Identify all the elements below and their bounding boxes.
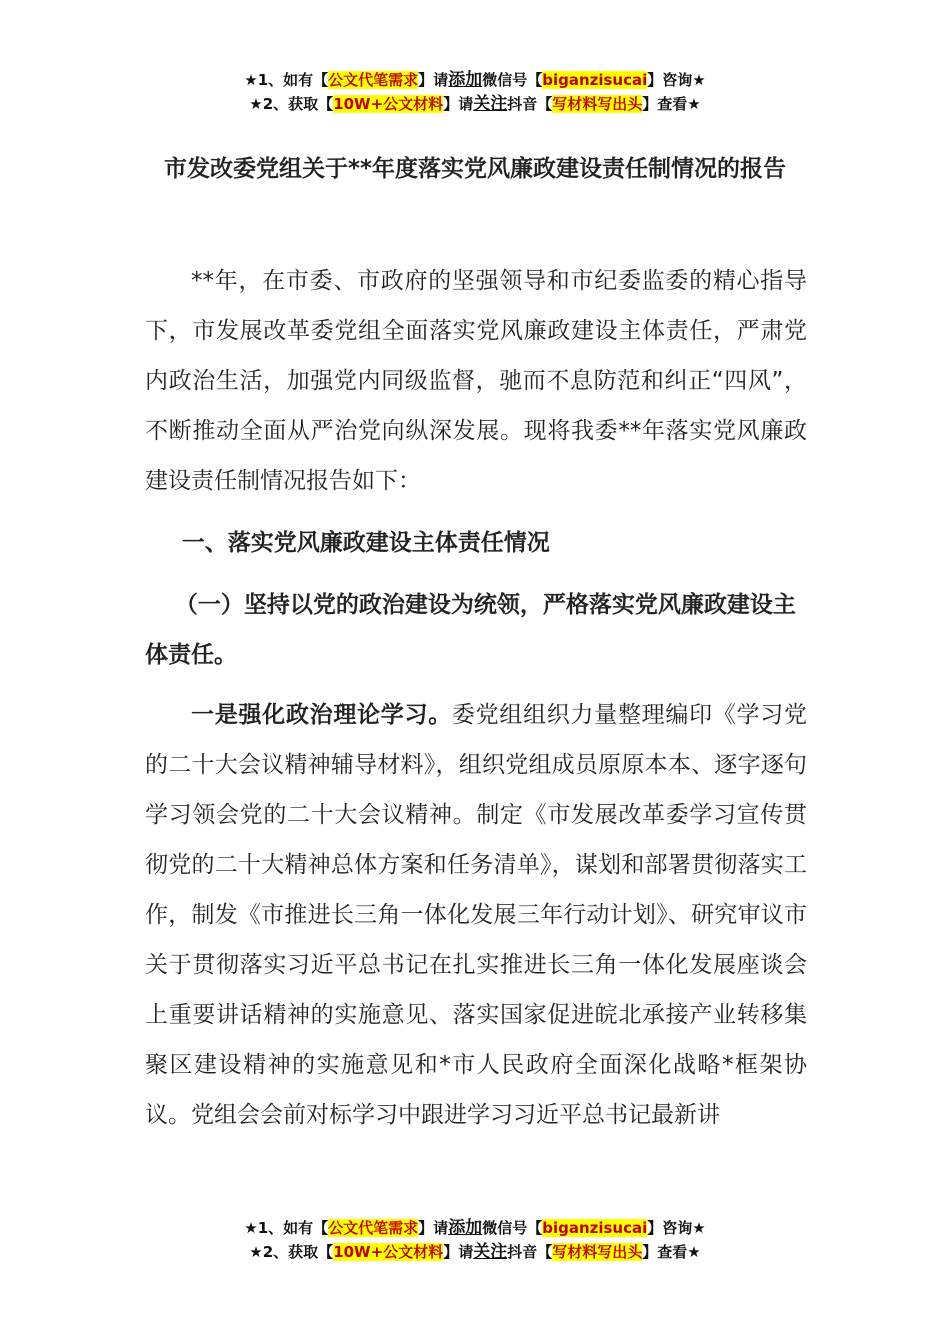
banner-underline: 添加 xyxy=(448,70,483,90)
banner-highlight: 写材料写出头 xyxy=(552,95,643,113)
paragraph-lead: 一是强化政治理论学习。 xyxy=(191,702,452,728)
banner-line-2 xyxy=(0,1240,950,1264)
banner-text: 】请 xyxy=(418,1219,449,1237)
section-heading: 一、落实党风廉政建设主体责任情况 xyxy=(181,530,550,556)
intro-paragraph: **年，在市委、市政府的坚强领导和市纪委监委的精心指导下，市发展改革委党组全面落实党风廉政建设主体责任，严肃党内政治生活，加强党内同级监督，驰而不息防范和纠正“四风”，不断推动全面从严治党向纵深发展。现将我委**年落实党风廉政建设责任制情况报告如下： xyxy=(145,268,807,494)
banner-line-1 xyxy=(0,1216,950,1240)
banner-text: 】请 xyxy=(443,95,474,113)
footer-banner xyxy=(0,1216,950,1264)
document-title: 市发改委党组关于**年度落实党风廉政建设责任制情况的报告 xyxy=(163,156,787,182)
banner-underline: 关注 xyxy=(473,1242,508,1262)
banner-text: 】查看★ xyxy=(642,95,701,113)
banner-highlight: 10W+公文材料 xyxy=(333,1243,444,1261)
banner-highlight: 公文代笔需求 xyxy=(328,71,419,89)
banner-text: 抖音【 xyxy=(507,95,553,113)
banner-text: 】咨询★ xyxy=(647,1219,706,1237)
header-banner xyxy=(0,68,950,116)
banner-text: 】咨询★ xyxy=(647,71,706,89)
banner-text: ★1、如有【 xyxy=(244,1219,329,1237)
body-paragraph xyxy=(145,690,807,1140)
banner-line-2 xyxy=(0,92,950,116)
banner-highlight: 写材料写出头 xyxy=(552,1243,643,1261)
banner-underline: 关注 xyxy=(473,94,508,114)
banner-text: 抖音【 xyxy=(507,1243,553,1261)
banner-text: 】请 xyxy=(418,71,449,89)
banner-highlight: biganzisucai xyxy=(542,71,648,89)
paragraph-text: 委党组组织力量整理编印《学习党的二十大会议精神辅导材料》，组织党组成员原原本本、逐字逐句学习领会党的二十大会议精神。制定《市发展改革委学习宣传贯彻党的二十大精神总体方案和任务清单》，谋划和部署贯彻落实工作，制发《市推进长三角一体化发展三年行动计划》、研究审议市关于贯彻落实习近平总书记在扎实推进长三角一体化发展座谈会上重要讲话精神的实施意见、落实国家促进皖北承接产业转移集聚区建设精神的实施意见和*市人民政府全面深化战略*框架协议。党组会会前对标学习中跟进学习习近平总书记最新讲 xyxy=(145,702,808,1128)
subsection-heading: （一）坚持以党的政治建设为统领，严格落实党风廉政建设主体责任。 xyxy=(145,592,796,668)
banner-text: ★2、获取【 xyxy=(249,95,334,113)
banner-text: ★1、如有【 xyxy=(244,71,329,89)
banner-underline: 添加 xyxy=(448,1218,483,1238)
banner-highlight: 10W+公文材料 xyxy=(333,95,444,113)
banner-text: 】请 xyxy=(443,1243,474,1261)
banner-text: 微信号【 xyxy=(482,1219,543,1237)
banner-highlight: biganzisucai xyxy=(542,1219,648,1237)
banner-text: 】查看★ xyxy=(642,1243,701,1261)
banner-line-1 xyxy=(0,68,950,92)
banner-text: ★2、获取【 xyxy=(249,1243,334,1261)
banner-text: 微信号【 xyxy=(482,71,543,89)
banner-highlight: 公文代笔需求 xyxy=(328,1219,419,1237)
